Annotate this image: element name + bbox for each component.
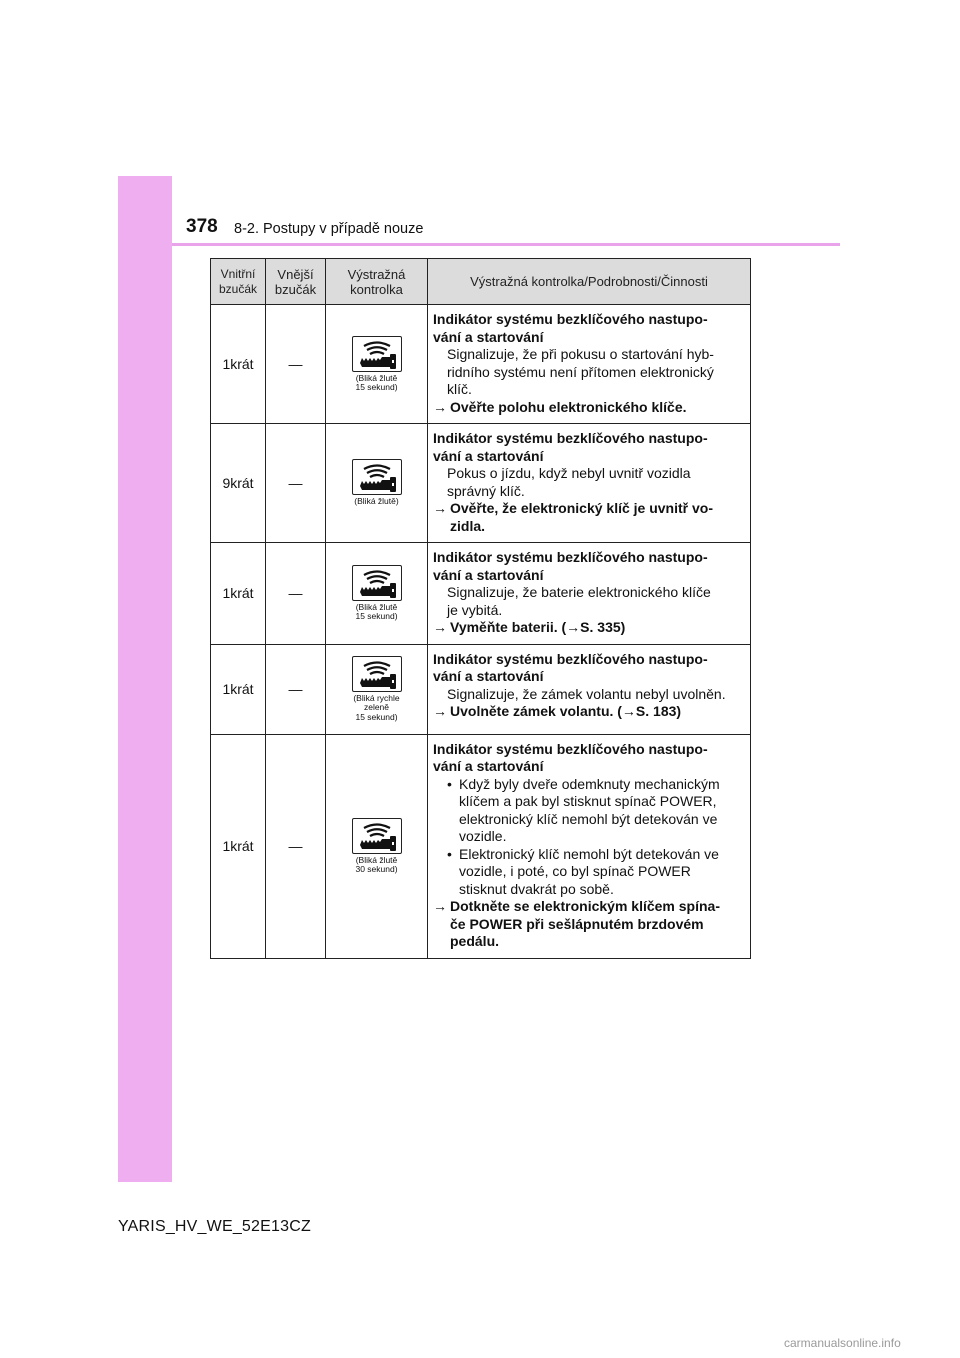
- arrow-icon: →: [433, 398, 447, 415]
- caption-line: 15 sekund): [355, 382, 398, 392]
- smart-key-icon: [352, 656, 402, 692]
- bullet-dot: •: [447, 845, 452, 862]
- smart-key-icon: [352, 818, 402, 854]
- bullet-line: [433, 793, 746, 811]
- indicator-caption: [326, 603, 427, 622]
- action-line: [433, 518, 746, 536]
- internal-buzzer-count: 1krát: [211, 734, 266, 958]
- action-text: Ověřte polohu elektronického klíče.: [450, 398, 687, 415]
- action-line: [433, 399, 746, 417]
- bullet-text: Když byly dveře odemknuty mechanickým: [459, 775, 720, 792]
- action-text: Uvolněte zámek volantu. (→S. 183): [450, 703, 682, 719]
- action-line: [433, 898, 746, 916]
- external-buzzer-value: —: [266, 734, 326, 958]
- caption-line: 15 sekund): [355, 711, 398, 722]
- indicator-caption: [326, 694, 427, 723]
- header-details: Výstražná kontrolka/Podrobnosti/Činnosti: [428, 259, 751, 305]
- internal-buzzer-count: 1krát: [211, 305, 266, 424]
- section-title: 8-2. Postupy v případě nouze: [234, 221, 424, 237]
- internal-buzzer-count: 9krát: [211, 424, 266, 543]
- arrow-icon: →: [433, 619, 447, 635]
- description-line: Signalizuje, že zámek volantu nebyl uvolněn.: [447, 685, 726, 702]
- action-text: Vyměňte baterii. (→S. 335): [450, 619, 626, 635]
- caption-line: 30 sekund): [355, 864, 398, 874]
- bullet-line: [433, 776, 746, 794]
- arrow-icon: →: [433, 500, 447, 516]
- indicator-title: vání a startování: [433, 328, 544, 345]
- external-buzzer-value: —: [266, 543, 326, 645]
- table-row: [211, 424, 751, 543]
- header-internal-buzzer: Vnitřní bzučák: [211, 259, 266, 305]
- indicator-title: Indikátor systému bezklíčového nastupo-: [433, 650, 708, 667]
- details-cell: [428, 734, 751, 958]
- details-cell: [428, 305, 751, 424]
- header-rule: [172, 243, 840, 246]
- action-line: [433, 933, 746, 951]
- warning-table: [210, 258, 751, 959]
- action-text: pedálu.: [450, 933, 500, 949]
- internal-buzzer-count: 1krát: [211, 543, 266, 645]
- side-band: [118, 176, 172, 1182]
- warning-light-cell: [326, 305, 428, 424]
- smart-key-icon: [352, 336, 402, 372]
- indicator-caption: [326, 497, 427, 507]
- indicator-title: vání a startování: [433, 447, 544, 464]
- bullet-line: [433, 846, 746, 864]
- indicator-title: vání a startování: [433, 758, 544, 774]
- header-external-buzzer: Vnější bzučák: [266, 259, 326, 305]
- table-row: [211, 305, 751, 424]
- caption-line: (Bliká žlutě: [355, 854, 398, 865]
- indicator-title: Indikátor systému bezklíčového nastupo-: [433, 430, 708, 446]
- caption-line: (Bliká žlutě: [355, 601, 398, 612]
- indicator-title: vání a startování: [433, 566, 544, 583]
- external-buzzer-value: —: [266, 305, 326, 424]
- indicator-title: Indikátor systému bezklíčového nastupo-: [433, 311, 708, 327]
- indicator-title: Indikátor systému bezklíčového nastupo-: [433, 549, 708, 565]
- action-line: [433, 500, 746, 518]
- caption-line: (Bliká rychle: [353, 692, 400, 703]
- warning-light-cell: [326, 644, 428, 734]
- indicator-caption: [326, 856, 427, 875]
- bullet-line: [433, 881, 746, 899]
- action-line: [433, 916, 746, 934]
- arrow-icon: →: [433, 703, 447, 719]
- details-cell: [428, 644, 751, 734]
- header-warning-light: Výstražná kontrolka: [326, 259, 428, 305]
- description-line: správný klíč.: [447, 482, 525, 499]
- caption-line: zeleně: [363, 702, 390, 713]
- external-buzzer-value: —: [266, 644, 326, 734]
- caption-line: 15 sekund): [355, 611, 398, 622]
- bullet-text: vozidle.: [459, 828, 507, 844]
- description-line: klíč.: [447, 381, 472, 397]
- details-cell: [428, 424, 751, 543]
- smart-key-icon: [352, 565, 402, 601]
- table-header-row: [211, 259, 751, 305]
- watermark: carmanualsonline.info: [784, 1336, 901, 1350]
- warning-light-cell: [326, 734, 428, 958]
- bullet-dot: •: [447, 775, 452, 792]
- document-code: YARIS_HV_WE_52E13CZ: [118, 1218, 311, 1235]
- bullet-text: elektronický klíč nemohl být detekován ve: [459, 810, 718, 827]
- bullet-text: klíčem a pak byl stisknut spínač POWER,: [459, 793, 717, 809]
- description-line: ridního systému není přítomen elektronický: [447, 363, 714, 380]
- warning-light-cell: [326, 424, 428, 543]
- bullet-text: vozidle, i poté, co byl spínač POWER: [459, 863, 691, 879]
- page-number: 378: [186, 216, 218, 237]
- bullet-line: [433, 828, 746, 846]
- bullet-line: [433, 863, 746, 881]
- action-text: zidla.: [450, 517, 486, 534]
- table-row: [211, 644, 751, 734]
- table-row: [211, 734, 751, 958]
- description-line: Signalizuje, že baterie elektronického klíče: [447, 584, 711, 600]
- warning-light-cell: [326, 543, 428, 645]
- table-row: [211, 543, 751, 645]
- description-line: je vybitá.: [447, 601, 503, 618]
- indicator-title: Indikátor systému bezklíčového nastupo-: [433, 740, 708, 757]
- indicator-title: vání a startování: [433, 668, 544, 684]
- action-text: če POWER při sešlápnutém brzdovém: [450, 915, 704, 932]
- arrow-icon: →: [433, 898, 447, 914]
- action-line: [433, 703, 746, 721]
- internal-buzzer-count: 1krát: [211, 644, 266, 734]
- smart-key-icon: [352, 459, 402, 495]
- description-line: Pokus o jízdu, když nebyl uvnitř vozidla: [447, 465, 691, 481]
- action-text: Ověřte, že elektronický klíč je uvnitř vo-: [450, 500, 713, 516]
- action-text: Dotkněte se elektronickým klíčem spína-: [450, 898, 720, 914]
- caption-line: (Bliká žlutě): [354, 496, 399, 507]
- external-buzzer-value: —: [266, 424, 326, 543]
- bullet-line: [433, 811, 746, 829]
- indicator-caption: [326, 374, 427, 393]
- bullet-text: stisknut dvakrát po sobě.: [459, 880, 614, 897]
- caption-line: (Bliká žlutě: [355, 372, 398, 383]
- bullet-text: Elektronický klíč nemohl být detekován ve: [459, 845, 719, 862]
- action-line: [433, 619, 746, 637]
- details-cell: [428, 543, 751, 645]
- description-line: Signalizuje, že při pokusu o startování hyb-: [447, 346, 714, 362]
